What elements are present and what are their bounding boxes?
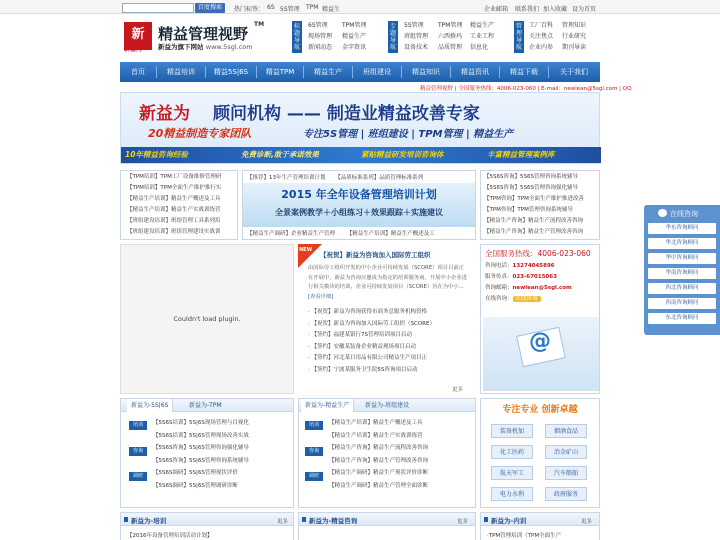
nav-link[interactable]: 信息化 <box>470 44 489 51</box>
banner-strip <box>121 147 601 163</box>
list-item[interactable]: ·TPM管理培训（TPM全面生产 <box>487 533 562 539</box>
news-item[interactable]: · 【签约】安徽某装备企业精益现场项目启动 <box>308 343 417 350</box>
news-item[interactable]: · 【签约】宁波某服务卫生院5S咨询项目启动 <box>308 366 418 373</box>
ad-title: 2015 年全年设备管理培训计划 <box>281 188 437 201</box>
contact-row-online: 在线咨询： 在线咨询 <box>485 294 572 305</box>
search-input[interactable] <box>122 3 194 13</box>
nav-link[interactable]: 新闻动态 <box>308 44 333 51</box>
news-item[interactable]: · 【签约】河北某日用品有限公司精益生产项目正 <box>308 355 428 361</box>
tab-lean-production[interactable]: 新益为-精益生产 <box>301 399 354 412</box>
tab-list <box>153 417 249 492</box>
nav-group-tag-2: 专题导航 <box>389 23 396 51</box>
tab-header <box>121 399 293 412</box>
nav-lean-download[interactable]: 精益下载 <box>510 68 538 76</box>
list-item[interactable]: 【5S6S咨询】5S|6S管理咨询系统辅导 <box>153 457 249 464</box>
nav-link[interactable]: 行业研究 <box>562 33 587 40</box>
news-headline[interactable]: 【祝贺】新益为咨询加入国际劳工组织 <box>320 251 431 259</box>
top-bar <box>0 0 720 14</box>
badge-consulting: 咨询 <box>305 447 323 456</box>
chat-bubble-icon <box>658 209 667 217</box>
list-item[interactable]: 【精益生产调研】精益生产管理全面诊断 <box>329 482 429 489</box>
nav-col <box>438 20 462 53</box>
nav-training[interactable]: 精益培训 <box>167 68 195 76</box>
news-item[interactable]: · 【祝贺】新益为咨询加入国际劳工组织（SCORE） <box>308 320 435 327</box>
nav-link[interactable]: 企业内参 <box>529 44 554 51</box>
promo-tag: 【推荐】 <box>247 175 270 181</box>
nav-link[interactable]: 设备技术 <box>404 44 429 51</box>
list-item[interactable]: 【精益生产培训】精益生产概述及工具 <box>329 420 423 426</box>
box-title: 新益为-精益咨询 <box>309 517 358 525</box>
middle-promo-panel <box>242 170 476 240</box>
tab-5s6s[interactable]: 新益为-5S|6S <box>127 399 173 412</box>
news-detail-link[interactable]: [查看详细] <box>308 293 334 300</box>
list-item[interactable]: 【5S6S调研】5S|6S管理调研诊断 <box>153 482 238 489</box>
contact-row-fax: 服务传真：023-67015063 <box>485 274 557 280</box>
promo-link[interactable]: 【精益生产调研】企业精益生产管理 <box>247 231 336 237</box>
training-plan-ad[interactable] <box>243 183 475 227</box>
list-item[interactable]: 【TPM培训】TPM全面生产维护推行实 <box>127 185 222 191</box>
more-link[interactable]: 更多 <box>277 519 289 525</box>
nav-col <box>404 20 428 53</box>
box-title: 新益为-培训 <box>131 517 167 525</box>
industry-button[interactable]: 装备机加 <box>491 424 533 438</box>
consult-region-button[interactable]: 华南咨询顾问 <box>648 268 716 279</box>
bottom-box-consulting <box>298 512 476 540</box>
new-badge: NEW <box>299 247 313 253</box>
tab-tpm[interactable]: 新益为-TPM <box>189 402 222 409</box>
contact-row-email[interactable]: 咨询邮箱：newlean@5sgl.com <box>485 285 572 291</box>
consult-region-button[interactable]: 西南咨询顾问 <box>648 298 716 309</box>
promo-headline-link[interactable]: 【品质标准系列】品质管理标准系列 <box>335 175 424 181</box>
list-item[interactable]: 【TPM培训】TPM工厂设备维修管理研 <box>127 174 222 180</box>
badge-training: 培训 <box>305 421 323 430</box>
list-item[interactable]: 【精益生产咨询】精益生产管理改善咨询 <box>329 457 429 464</box>
promo-headlines <box>247 173 423 181</box>
nav-team-building[interactable]: 班组建设 <box>363 68 391 76</box>
at-sign-icon: @ <box>529 329 551 354</box>
nav-link[interactable]: 管理知识 <box>562 22 587 29</box>
news-summary-text: 由国际劳工组织开发的中小企业可持续发展（SCORE）项目目前正在开展中，新益为咨询应邀成为指定的培训服务商，开展中小企业进行相关模块的培训。企业可持续发展项目（SCORE）旨在为中小... <box>308 265 467 290</box>
news-panel <box>298 244 476 396</box>
nav-tpm[interactable]: 精益TPM <box>265 68 295 76</box>
floating-consult-panel <box>644 205 720 335</box>
consult-region-button[interactable]: 东北咨询顾问 <box>648 313 716 324</box>
list-item[interactable]: 【5S6S调研】5S|6S管理现状评价 <box>153 470 238 476</box>
tab-team-building[interactable]: 新益为-班组建设 <box>365 402 410 409</box>
bottom-box-inhouse <box>480 512 600 540</box>
banner-strip-text: 丰富精益管理案例库 <box>487 150 555 159</box>
square-bullet-icon <box>124 517 128 522</box>
news-summary <box>308 264 468 302</box>
nav-link[interactable]: 金字资讯 <box>342 44 367 51</box>
hot-tag-tpm[interactable]: TPM <box>306 4 319 11</box>
slogan-text: 新益为旗下网站 <box>158 43 204 51</box>
right-consult-panel <box>480 170 600 240</box>
industry-panel <box>480 398 600 508</box>
left-course-panel <box>120 170 238 240</box>
news-item[interactable]: · 【签约】福建某银行7S管理培训项目启动 <box>308 332 412 338</box>
site-title[interactable]: 精益管理视野 <box>158 25 249 43</box>
ad-subtitle: 全景案例教学＋小组练习＋效果跟踪＋实施建议 <box>275 208 443 217</box>
main-nav <box>120 62 600 82</box>
hotline: 全国服务热线：4006-023-060 <box>485 249 591 258</box>
nav-link[interactable]: 精益生产 <box>470 22 495 29</box>
consult-region-button[interactable]: 西北咨询顾问 <box>648 283 716 294</box>
list-item[interactable]: 【精益生产咨询】精益生产流程改善咨询 <box>484 218 584 224</box>
nav-link[interactable]: TPM管理 <box>438 22 463 29</box>
list-item[interactable]: 【TPM咨询】TPM全面生产维护推进改善 <box>484 196 584 202</box>
contact-row-phone: 咨询电话：13274045896 <box>485 263 555 269</box>
list-item[interactable]: 【5S6S咨询】5S6S管理咨询系统辅导 <box>484 174 578 180</box>
list-item[interactable]: 【TPM咨询】TPM管理咨询系统辅导 <box>484 207 573 213</box>
hot-tag-lean[interactable]: 精益生 <box>322 6 341 13</box>
banner-services: 专注5S管理 | 班组建设 | TPM管理 | 精益生产 <box>303 129 514 140</box>
promo-bottom-links <box>247 229 435 237</box>
list-item[interactable]: 【2016年设备管理培训活动计划】 <box>127 533 213 539</box>
industry-button[interactable]: 航天军工 <box>491 466 533 480</box>
news-item[interactable]: · 【祝贺】新益为咨询获得市商务总服务机构资格 <box>308 309 428 315</box>
course-list <box>127 172 239 238</box>
plugin-message: Couldn't load plugin. <box>173 315 241 323</box>
nav-link[interactable]: 6S管理 <box>308 22 328 29</box>
email-envelope-icon[interactable] <box>483 317 599 391</box>
nav-col <box>470 20 494 53</box>
banner-team: 20精益制造专家团队 <box>148 127 252 140</box>
nav-lean-news[interactable]: 精益资讯 <box>461 68 489 76</box>
nav-group-tag-1: 标题导航 <box>293 23 300 51</box>
nav-link[interactable]: 班组管理 <box>404 33 429 40</box>
hot-tag-5s[interactable]: 5S管理 <box>280 6 300 13</box>
site-slogan <box>158 42 253 51</box>
nav-lean-knowledge[interactable]: 精益知识 <box>412 68 440 76</box>
contact-strip: 精益管理视野 | 全国服务热线：4006-023-060 | E-mail：newlean@5sgl.com | QQ <box>420 86 632 92</box>
list-item[interactable]: 【精益生产调研】精益生产现状评价诊断 <box>329 470 429 476</box>
float-title: 在线咨询 <box>670 210 698 218</box>
list-item[interactable]: 【精益生产咨询】精益生产流程改善咨询 <box>329 445 429 451</box>
nav-link[interactable]: 5S管理 <box>404 22 424 29</box>
industry-button[interactable]: 汽车船舶 <box>545 466 587 480</box>
banner-strip-text: 免费诊断,敢于承诺效果 <box>241 150 319 159</box>
list-item[interactable]: 【5S6S培训】5S|6S现场管理与目视化 <box>153 420 249 426</box>
qq-online-button[interactable]: 在线咨询 <box>513 296 541 302</box>
nav-5s6s[interactable]: 精益5S|6S <box>213 68 249 76</box>
link-contact-us[interactable]: 联系我们 <box>515 6 540 13</box>
more-link[interactable]: 更多 <box>457 519 469 525</box>
trademark: TM <box>254 21 265 28</box>
news-list <box>308 307 474 376</box>
tab-list <box>329 417 475 492</box>
news-more-link[interactable]: 更多 <box>452 387 464 393</box>
list-item[interactable]: 【5S6S咨询】5S|6S管理咨询强化辅导 <box>153 445 249 451</box>
badge-training: 培训 <box>129 421 147 430</box>
nav-link[interactable]: 精益生产 <box>342 33 367 40</box>
badge-research: 调研 <box>129 472 147 481</box>
list-item[interactable]: 【班组建设培训】班组管理工具系列培 <box>127 218 221 224</box>
list-item[interactable]: 【5S6S培训】5S|6S管理现场改善实战 <box>153 432 249 439</box>
banner-brand: 新益为 <box>139 104 190 124</box>
badge-research: 调研 <box>305 472 323 481</box>
consult-region-button[interactable]: 华东咨询顾问 <box>648 223 716 234</box>
square-bullet-icon <box>302 517 306 522</box>
nav-group-tag-3: 管理导航 <box>515 23 522 51</box>
nav-home[interactable]: 首页 <box>131 68 145 76</box>
nav-link[interactable]: 品质管理 <box>438 44 463 51</box>
promo-headline-link[interactable]: 13年生产管理培训计划 <box>269 175 326 181</box>
consult-region-button[interactable]: 华中咨询顾问 <box>648 253 716 264</box>
list-item[interactable]: 【精益生产培训】精益生产概述及工具 <box>127 196 221 202</box>
banner-strip-text: 紧贴精益研发培训咨询体 <box>361 150 444 159</box>
nav-about-us[interactable]: 关于我们 <box>560 68 588 76</box>
hero-banner[interactable] <box>120 92 600 164</box>
industry-button[interactable]: 电力水利 <box>491 487 533 501</box>
list-item[interactable]: 【精益生产培训】精益生产实战训练营 <box>127 207 221 213</box>
contact-rows <box>485 261 572 305</box>
box-title: 新益为-内训 <box>491 517 527 525</box>
link-company-mail[interactable]: 企业邮箱 <box>484 6 509 13</box>
nav-link[interactable]: 工厂百科 <box>529 22 554 29</box>
nav-col <box>342 20 366 53</box>
nav-link[interactable]: 六西格玛 <box>438 33 463 40</box>
bottom-box-training <box>120 512 294 540</box>
tab-header <box>299 399 475 412</box>
consult-list <box>484 172 599 238</box>
nav-lean-production[interactable]: 精益生产 <box>314 68 342 76</box>
tab-box-lean-team <box>298 398 476 508</box>
logo-icon[interactable]: 新 <box>124 22 152 50</box>
more-link[interactable]: 更多 <box>581 519 593 525</box>
link-add-favorite[interactable]: 加入收藏 <box>543 6 568 13</box>
industry-title: 专注专业 创新卓越 <box>502 405 578 415</box>
list-item[interactable]: 【5S6S咨询】5S6S管理咨询强化辅导 <box>484 185 578 191</box>
nav-link[interactable]: 工业工程 <box>470 33 495 40</box>
logo-subtext: 新益为 <box>124 46 143 53</box>
badge-consulting: 咨询 <box>129 447 147 456</box>
banner-strip-text: 10年精益咨询经验 <box>125 150 188 159</box>
link-set-homepage[interactable]: 设为首页 <box>572 6 597 13</box>
search-button[interactable]: 百度搜索 <box>195 3 225 13</box>
contact-panel <box>480 244 600 394</box>
promo-link[interactable]: 【精益生产培训】精益生产概述及工 <box>346 231 435 237</box>
nav-link[interactable]: 现场管理 <box>308 33 333 40</box>
industry-button[interactable]: 烟酒食品 <box>545 424 587 438</box>
list-item[interactable]: 【精益生产培训】精益生产实战训练营 <box>329 432 423 439</box>
square-bullet-icon <box>484 517 488 522</box>
hot-tags-label: 热门标签： <box>234 6 265 13</box>
consult-region-button[interactable]: 华北咨询顾问 <box>648 238 716 249</box>
nav-link[interactable]: 关注焦点 <box>529 33 554 40</box>
site-url: www.5sgl.com <box>205 43 253 51</box>
list-item[interactable]: 【精益生产咨询】精益生产管理改善咨询 <box>484 229 584 235</box>
industry-button[interactable]: 化工医药 <box>491 445 533 459</box>
nav-link[interactable]: TPM管理 <box>342 22 367 29</box>
list-item[interactable]: 【班组建设培训】班组管理建设实战训 <box>127 229 221 235</box>
nav-col <box>562 20 586 53</box>
banner-headline: 顾问机构 —— 制造业精益改善专家 <box>213 104 480 124</box>
plugin-placeholder <box>120 244 294 394</box>
nav-link[interactable]: 期刊导读 <box>562 44 587 51</box>
tab-box-5s-tpm <box>120 398 294 508</box>
nav-col <box>529 20 553 53</box>
nav-col <box>308 20 332 53</box>
industry-button[interactable]: 政府服务 <box>545 487 587 501</box>
hot-tag-6s[interactable]: 6S <box>267 4 275 11</box>
industry-button[interactable]: 冶金矿山 <box>545 445 587 459</box>
